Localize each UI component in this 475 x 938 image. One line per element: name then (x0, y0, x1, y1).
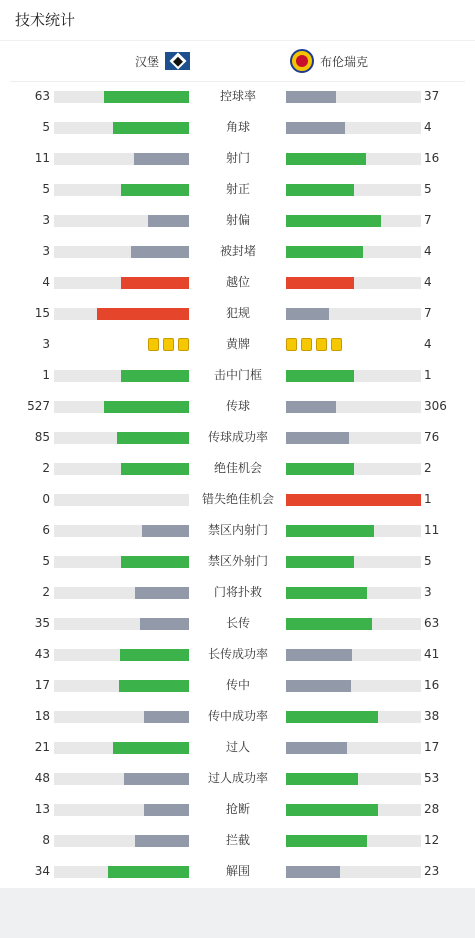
stat-label: 控球率 (219, 89, 256, 103)
stat-row (0, 639, 475, 670)
home-bar-track (54, 215, 189, 227)
away-bar-track (286, 215, 421, 227)
home-stat-value: 2 (42, 585, 50, 599)
stat-row (0, 205, 475, 236)
stat-label: 错失绝佳机会 (201, 492, 274, 506)
stat-label: 越位 (225, 275, 250, 289)
home-bar-track (54, 308, 189, 320)
home-stat-value: 5 (42, 120, 50, 134)
home-bar-track (54, 91, 189, 103)
home-bar-fill (121, 463, 189, 475)
home-stat-value: 5 (42, 554, 50, 568)
home-bar-fill (140, 618, 189, 630)
away-stat-value: 1 (424, 368, 432, 382)
away-bar-fill (286, 680, 351, 692)
stat-label: 过人 (225, 740, 250, 754)
away-bar-fill (286, 525, 374, 537)
away-bar-fill (286, 463, 354, 475)
home-bar-track (54, 494, 189, 506)
away-bar-fill (286, 773, 358, 785)
away-yellow-cards (286, 338, 421, 352)
stat-row (0, 422, 475, 453)
away-stat-value: 1 (424, 492, 432, 506)
away-stat-value: 7 (424, 306, 432, 320)
home-stat-value: 3 (42, 337, 50, 351)
away-bar-fill (286, 308, 329, 320)
away-stat-value: 5 (424, 182, 432, 196)
away-stat-value: 41 (424, 647, 440, 661)
home-bar-fill (104, 91, 189, 103)
home-bar-track (54, 277, 189, 289)
away-bar-track (286, 463, 421, 475)
home-stat-value: 0 (42, 492, 50, 506)
away-bar-fill (286, 804, 378, 816)
away-stat-value: 17 (424, 740, 440, 754)
stat-row (0, 112, 475, 143)
away-bar-track (286, 680, 421, 692)
away-bar-fill (286, 401, 336, 413)
away-stat-value: 12 (424, 833, 440, 847)
away-bar-fill (286, 370, 354, 382)
stat-row (0, 608, 475, 639)
away-stat-value: 4 (424, 244, 432, 258)
away-stat-value: 4 (424, 275, 432, 289)
stat-row (0, 732, 475, 763)
home-bar-track (54, 401, 189, 413)
stat-label: 射门 (225, 151, 250, 165)
home-bar-fill (135, 835, 189, 847)
away-bar-fill (286, 246, 363, 258)
away-bar-fill (286, 866, 340, 878)
home-stat-value: 48 (34, 771, 50, 785)
home-stat-value: 527 (27, 399, 50, 413)
home-bar-track (54, 556, 189, 568)
home-stat-value: 43 (34, 647, 50, 661)
stat-row (0, 267, 475, 298)
away-stat-value: 5 (424, 554, 432, 568)
stat-label: 抢断 (225, 802, 250, 816)
home-stat-value: 1 (42, 368, 50, 382)
home-bar-track (54, 525, 189, 537)
away-bar-fill (286, 122, 345, 134)
home-bar-fill (144, 804, 189, 816)
away-stat-value: 63 (424, 616, 440, 630)
away-bar-track (286, 773, 421, 785)
title-divider (0, 40, 475, 41)
home-bar-fill (120, 649, 189, 661)
stat-row (0, 329, 475, 360)
away-bar-track (286, 246, 421, 258)
stat-label: 黄牌 (225, 337, 250, 351)
stat-row (0, 484, 475, 515)
home-bar-fill (121, 370, 189, 382)
home-yellow-cards (54, 338, 189, 352)
away-bar-track (286, 866, 421, 878)
away-stat-value: 7 (424, 213, 432, 227)
home-stat-value: 18 (34, 709, 50, 723)
stat-label: 禁区内射门 (207, 523, 268, 537)
home-bar-fill (131, 246, 189, 258)
home-bar-track (54, 184, 189, 196)
home-stat-value: 11 (34, 151, 50, 165)
yellow-card-icon (286, 338, 297, 351)
home-bar-fill (113, 742, 189, 754)
away-bar-fill (286, 711, 378, 723)
stat-row (0, 546, 475, 577)
home-bar-fill (113, 122, 189, 134)
yellow-card-icon (148, 338, 159, 351)
page-title: 技术统计 (15, 11, 76, 29)
home-bar-fill (121, 277, 189, 289)
away-bar-fill (286, 587, 367, 599)
home-bar-track (54, 122, 189, 134)
stat-row (0, 856, 475, 887)
stat-row (0, 701, 475, 732)
away-stat-value: 37 (424, 89, 440, 103)
home-bar-track (54, 246, 189, 258)
stat-label: 传球成功率 (207, 430, 268, 444)
home-bar-fill (121, 556, 189, 568)
stat-label: 角球 (225, 120, 250, 134)
stat-row (0, 825, 475, 856)
home-bar-fill (134, 153, 189, 165)
away-stat-value: 28 (424, 802, 440, 816)
away-stat-value: 16 (424, 151, 440, 165)
away-bar-fill (286, 277, 354, 289)
home-bar-fill (142, 525, 189, 537)
home-bar-track (54, 835, 189, 847)
home-bar-track (54, 773, 189, 785)
stat-label: 拦截 (225, 833, 250, 847)
away-bar-track (286, 432, 421, 444)
away-bar-track (286, 711, 421, 723)
away-stat-value: 11 (424, 523, 440, 537)
away-bar-track (286, 370, 421, 382)
stat-row (0, 794, 475, 825)
stat-label: 传中 (225, 678, 250, 692)
home-bar-fill (144, 711, 189, 723)
yellow-card-icon (178, 338, 189, 351)
stat-row (0, 391, 475, 422)
stat-row (0, 763, 475, 794)
away-bar-track (286, 587, 421, 599)
home-stat-value: 63 (34, 89, 50, 103)
home-bar-fill (135, 587, 189, 599)
stat-label: 击中门框 (213, 368, 262, 382)
home-bar-track (54, 680, 189, 692)
away-bar-track (286, 525, 421, 537)
home-bar-fill (124, 773, 189, 785)
away-bar-track (286, 401, 421, 413)
stat-label: 传中成功率 (207, 709, 268, 723)
away-bar-fill (286, 835, 367, 847)
away-bar-track (286, 804, 421, 816)
stat-row (0, 577, 475, 608)
away-bar-track (286, 494, 421, 506)
stat-label: 传球 (225, 399, 250, 413)
home-bar-fill (117, 432, 189, 444)
stat-label: 解围 (225, 864, 250, 878)
away-stat-value: 53 (424, 771, 440, 785)
home-stat-value: 34 (34, 864, 50, 878)
stat-label: 绝佳机会 (213, 461, 262, 475)
stat-row (0, 453, 475, 484)
away-bar-fill (286, 215, 381, 227)
home-bar-track (54, 866, 189, 878)
stat-label: 射偏 (225, 213, 250, 227)
home-bar-track (54, 432, 189, 444)
home-bar-track (54, 587, 189, 599)
home-bar-fill (104, 401, 189, 413)
away-bar-fill (286, 432, 349, 444)
yellow-card-icon (163, 338, 174, 351)
home-team[interactable] (60, 49, 190, 73)
away-bar-fill (286, 649, 352, 661)
home-bar-fill (119, 680, 189, 692)
away-bar-fill (286, 556, 354, 568)
home-stat-value: 6 (42, 523, 50, 537)
home-stat-value: 15 (34, 306, 50, 320)
away-bar-track (286, 556, 421, 568)
away-bar-fill (286, 494, 421, 506)
away-stat-value: 2 (424, 461, 432, 475)
home-bar-fill (97, 308, 189, 320)
away-bar-fill (286, 618, 372, 630)
stat-label: 长传成功率 (207, 647, 268, 661)
away-team-logo-icon (290, 49, 314, 73)
away-stat-value: 23 (424, 864, 440, 878)
home-stat-value: 17 (34, 678, 50, 692)
away-bar-track (286, 122, 421, 134)
away-stat-value: 16 (424, 678, 440, 692)
away-bar-track (286, 184, 421, 196)
yellow-card-icon (331, 338, 342, 351)
stat-row (0, 670, 475, 701)
home-stat-value: 5 (42, 182, 50, 196)
home-stat-value: 8 (42, 833, 50, 847)
home-stat-value: 21 (34, 740, 50, 754)
stat-label: 禁区外射门 (207, 554, 268, 568)
home-bar-fill (108, 866, 189, 878)
home-bar-track (54, 742, 189, 754)
yellow-card-icon (301, 338, 312, 351)
stat-row (0, 174, 475, 205)
home-stat-value: 3 (42, 244, 50, 258)
stat-label: 犯规 (225, 306, 250, 320)
stat-row (0, 298, 475, 329)
away-bar-track (286, 618, 421, 630)
home-stat-value: 2 (42, 461, 50, 475)
away-bar-track (286, 649, 421, 661)
away-stat-value: 3 (424, 585, 432, 599)
away-stat-value: 4 (424, 120, 432, 134)
away-bar-fill (286, 184, 354, 196)
home-bar-track (54, 370, 189, 382)
home-bar-track (54, 804, 189, 816)
home-bar-track (54, 463, 189, 475)
away-stat-value: 38 (424, 709, 440, 723)
stat-row (0, 143, 475, 174)
stat-row (0, 515, 475, 546)
stat-row (0, 81, 475, 112)
home-team-name: 汉堡 (134, 54, 159, 69)
away-bar-track (286, 91, 421, 103)
home-bar-track (54, 618, 189, 630)
away-bar-fill (286, 153, 366, 165)
stat-label: 过人成功率 (207, 771, 268, 785)
away-bar-track (286, 153, 421, 165)
home-bar-track (54, 153, 189, 165)
home-stat-value: 35 (34, 616, 50, 630)
yellow-card-icon (316, 338, 327, 351)
away-bar-fill (286, 91, 336, 103)
away-stat-value: 306 (424, 399, 447, 413)
home-stat-value: 3 (42, 213, 50, 227)
stat-label: 门将扑救 (213, 585, 262, 599)
home-team-logo-icon (165, 52, 190, 70)
stat-label: 长传 (225, 616, 250, 630)
home-stat-value: 13 (34, 802, 50, 816)
stat-label: 射正 (225, 182, 250, 196)
home-stat-value: 85 (34, 430, 50, 444)
home-bar-track (54, 649, 189, 661)
home-bar-fill (148, 215, 189, 227)
away-bar-track (286, 742, 421, 754)
stat-row (0, 360, 475, 391)
stat-row (0, 236, 475, 267)
away-bar-track (286, 277, 421, 289)
stat-label: 被封堵 (219, 244, 256, 258)
away-team-name: 布伦瑞克 (320, 54, 369, 69)
away-team[interactable] (290, 49, 420, 73)
away-bar-track (286, 308, 421, 320)
home-stat-value: 4 (42, 275, 50, 289)
away-bar-track (286, 835, 421, 847)
away-stat-value: 76 (424, 430, 440, 444)
away-bar-fill (286, 742, 347, 754)
away-stat-value: 4 (424, 337, 432, 351)
home-bar-track (54, 711, 189, 723)
home-bar-fill (121, 184, 189, 196)
